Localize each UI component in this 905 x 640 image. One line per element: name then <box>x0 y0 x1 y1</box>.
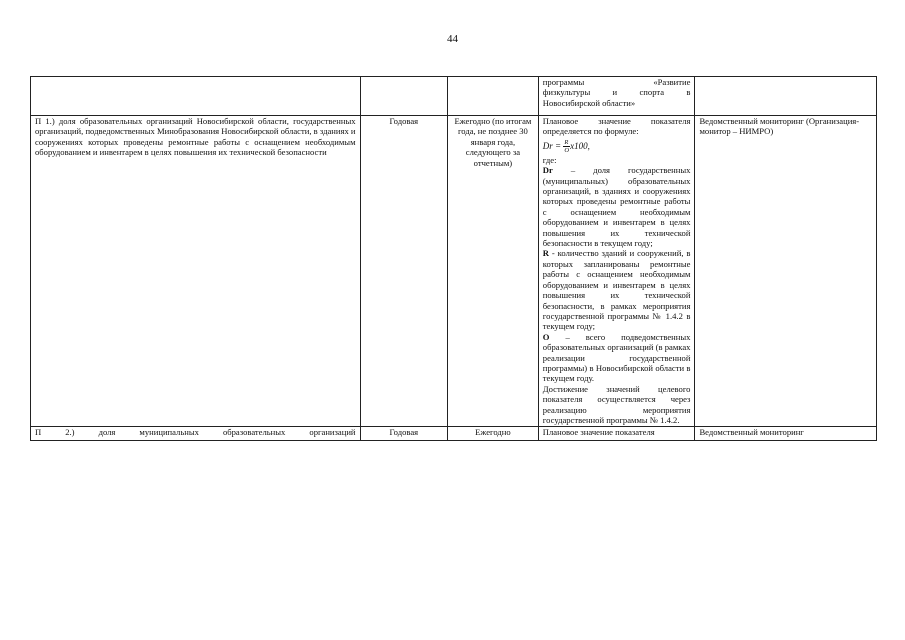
table-row <box>31 77 877 116</box>
indicator-table <box>30 76 877 441</box>
source-cell <box>695 77 877 116</box>
table-row <box>31 427 877 441</box>
method-line: Новосибирской области» <box>542 97 636 108</box>
source-cell: Ведомственный мониторинг <box>695 427 877 441</box>
definition-item <box>543 332 691 384</box>
timing-cell: Ежегодно (по итогам года, не позднее 30 января года, следующего за отчетным) <box>448 116 539 427</box>
definition-text: – доля государственных (муниципальных) образовательных организаций, в зданиях и сооружениях которых проведены ремонтные работы с оснащением необходимым оборудованием и инвентарем в целях повышения их технической безопасности в текущем году; <box>542 165 691 249</box>
definition-variable: O <box>542 331 550 342</box>
table-row <box>31 116 877 427</box>
method-line: физкультуры и спорта в <box>542 87 691 98</box>
formula-numerator: R <box>564 139 569 147</box>
definition-variable: Dr <box>542 165 553 176</box>
method-line: программы «Развитие <box>542 77 691 87</box>
formula <box>543 137 691 155</box>
method-intro: Плановое значение показателя определяется по формуле: <box>542 116 691 137</box>
method-cell: Плановое значение показателя <box>538 427 695 441</box>
formula-rhs: x100, <box>570 140 590 151</box>
indicator-name-cell <box>31 77 361 116</box>
formula-denominator: O <box>564 147 570 155</box>
indicator-name-cell: П 1.) доля образовательных организаций Новосибирской области, государственных организаций, подведомственных Минобразования Новосибирской области, в зданиях и сооружениях которых проведены ремонтные работы с оснащением необходимым оборудованием и инвентарем в целях повышения их технической безопасности <box>31 116 361 427</box>
formula-lhs: Dr = <box>542 140 562 151</box>
definition-text: - количество зданий и сооружений, в которых запланированы ремонтные работы с оснащением необходимым оборудованием и инвентарем в целях повышения их технической безопасности, в рамках мероприятия государственной программы № 1.4.2 в текущем году; <box>542 248 691 332</box>
method-where: где: <box>542 154 557 165</box>
periodicity-cell: Годовая <box>360 427 448 441</box>
source-cell: Ведомственный мониторинг (Организация-монитор – НИМРО) <box>695 116 877 427</box>
definition-item <box>543 165 691 248</box>
periodicity-cell: Годовая <box>360 116 448 427</box>
definition-text: – всего подведомственных образовательных организаций (в рамках реализации государственной программы) в Новосибирской области в текущем году. <box>542 331 691 384</box>
method-cell <box>538 116 695 427</box>
definition-item <box>543 248 691 331</box>
page-number: 44 <box>447 33 458 45</box>
method-outro: Достижение значений целевого показателя осуществляется через реализацию мероприятия государственной программы № 1.4.2. <box>542 383 691 425</box>
definition-variable: R <box>542 248 550 259</box>
timing-cell <box>448 77 539 116</box>
periodicity-cell <box>360 77 448 116</box>
method-cell <box>538 77 695 116</box>
indicator-name-cell: П 2.) доля муниципальных образовательных организаций <box>31 427 361 441</box>
timing-cell: Ежегодно <box>448 427 539 441</box>
